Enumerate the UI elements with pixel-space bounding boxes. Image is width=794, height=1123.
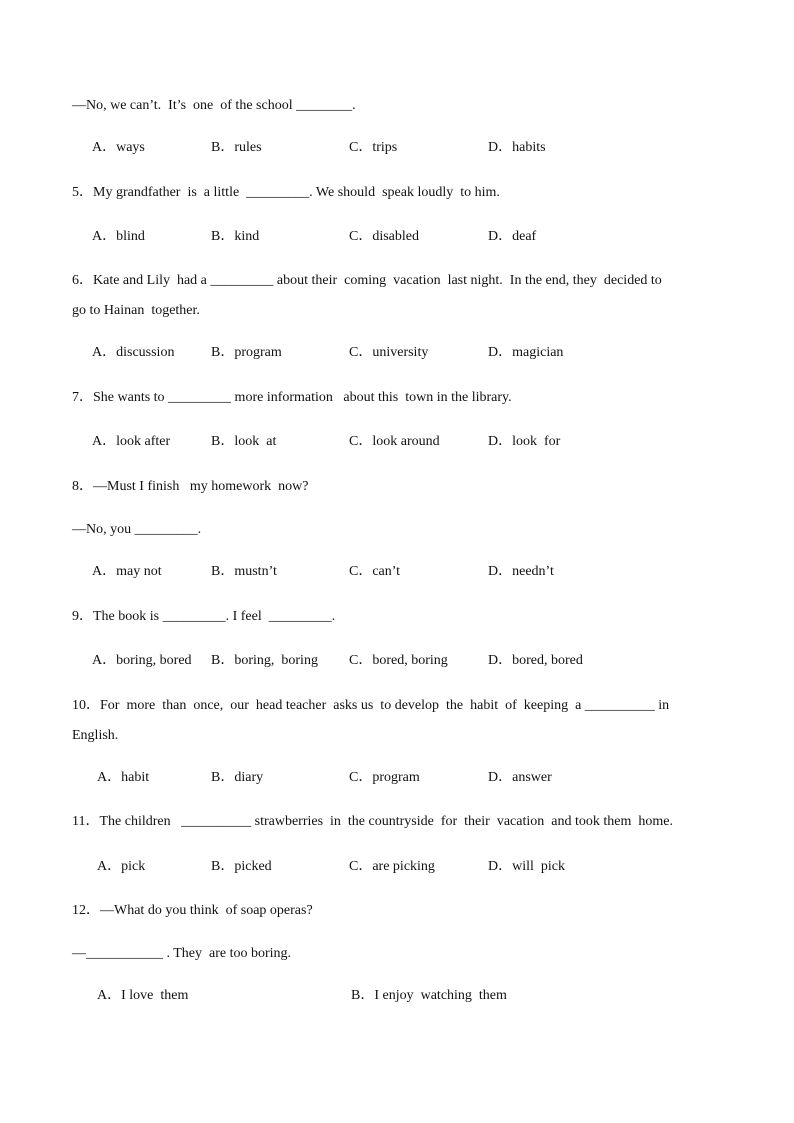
question-5-option-c: C．disabled [349, 229, 419, 244]
question-6-option-b: B．program [211, 345, 282, 360]
question-6-option-a: A．discussion [92, 345, 175, 360]
question-4-option-c: C．trips [349, 140, 398, 155]
question-12-option-a: A．I love them [97, 988, 189, 1003]
question-5-option-d: D．deaf [488, 229, 537, 244]
question-11-text: 11．The children __________ strawberries in the countryside for their vacation and took them home. [72, 814, 673, 829]
question-6-text-line2: go to Hainan together. [72, 303, 200, 318]
question-11-option-a: A．pick [97, 859, 146, 874]
question-9-option-c: C．bored, boring [349, 653, 448, 668]
question-7-option-d: D．look for [488, 434, 561, 449]
question-12-reply: —___________ . They are too boring. [72, 946, 292, 961]
question-11-option-b: B．picked [211, 859, 272, 874]
question-8-reply: —No, you _________. [72, 522, 202, 537]
question-4-option-a: A．ways [92, 140, 145, 155]
question-9-text: 9．The book is _________. I feel _________. [72, 609, 336, 624]
question-10-option-c: C．program [349, 770, 420, 785]
question-9-option-b: B．boring, boring [211, 653, 318, 668]
question-7-text: 7．She wants to _________ more information about this town in the library. [72, 390, 512, 405]
question-11-option-d: D．will pick [488, 859, 565, 874]
question-7-option-b: B．look at [211, 434, 277, 449]
question-7-option-c: C．look around [349, 434, 440, 449]
question-8-option-c: C．can’t [349, 564, 401, 579]
question-6-text-line1: 6．Kate and Lily had a _________ about their coming vacation last night. In the end, they decided to [72, 273, 662, 288]
question-6-option-d: D．magician [488, 345, 564, 360]
question-4-option-b: B．rules [211, 140, 262, 155]
question-5-option-b: B．kind [211, 229, 260, 244]
question-10-option-b: B．diary [211, 770, 264, 785]
question-5-option-a: A．blind [92, 229, 145, 244]
question-4-reply: —No, we can’t. It’s one of the school ________. [72, 98, 356, 113]
question-8-option-a: A．may not [92, 564, 162, 579]
question-9-option-d: D．bored, bored [488, 653, 583, 668]
question-8-text: 8．—Must I finish my homework now? [72, 479, 309, 494]
question-7-option-a: A．look after [92, 434, 171, 449]
question-11-option-c: C．are picking [349, 859, 435, 874]
question-5-text: 5．My grandfather is a little _________. We should speak loudly to him. [72, 185, 500, 200]
question-10-option-a: A．habit [97, 770, 150, 785]
question-12-text: 12．—What do you think of soap operas? [72, 903, 313, 918]
question-9-option-a: A．boring, bored [92, 653, 192, 668]
question-8-option-d: D．needn’t [488, 564, 554, 579]
question-6-option-c: C．university [349, 345, 429, 360]
question-10-text-line1: 10．For more than once, our head teacher asks us to develop the habit of keeping a __________ in [72, 698, 670, 713]
question-12-option-b: B．I enjoy watching them [351, 988, 507, 1003]
question-4-option-d: D．habits [488, 140, 546, 155]
question-10-text-line2: English. [72, 728, 119, 743]
question-8-option-b: B．mustn’t [211, 564, 277, 579]
question-10-option-d: D．answer [488, 770, 552, 785]
